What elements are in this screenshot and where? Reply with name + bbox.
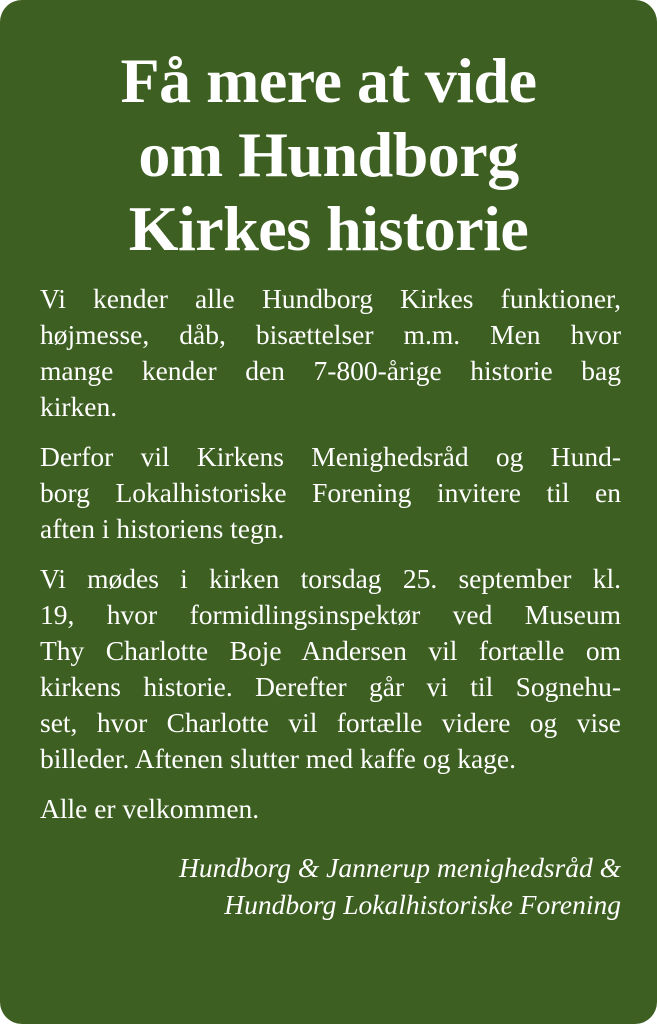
welcome-paragraph bbox=[40, 791, 621, 827]
invitation-paragraph bbox=[40, 439, 621, 547]
text-line: borg Lokalhistoriske Forening invitere til en bbox=[40, 477, 621, 508]
announcement-body bbox=[40, 281, 621, 923]
text-line: højmesse, dåb, bisættelser m.m. Men hvor bbox=[40, 319, 621, 350]
text-line: mange kender den 7-800-årige historie bag bbox=[40, 355, 621, 386]
text-line: kirken. bbox=[40, 391, 118, 422]
text-line: 19, hvor formidlingsinspektør ved Museum bbox=[40, 599, 621, 630]
text-line: Derfor vil Kirkens Menighedsråd og Hund- bbox=[40, 441, 621, 472]
signature bbox=[40, 849, 621, 923]
headline-line: Få mere at vide bbox=[120, 45, 537, 116]
headline bbox=[0, 44, 657, 266]
text-line: billeder. Aftenen slutter med kaffe og kage. bbox=[40, 743, 516, 774]
text-line: kirkens historie. Derefter går vi til Sognehu- bbox=[40, 671, 621, 702]
headline-line: om Hundborg bbox=[138, 119, 519, 190]
signature-line: Hundborg Lokalhistoriske Forening bbox=[224, 889, 621, 920]
event-details-paragraph bbox=[40, 561, 621, 777]
intro-paragraph bbox=[40, 281, 621, 425]
text-line: set, hvor Charlotte vil fortælle videre og vise bbox=[40, 707, 621, 738]
signature-line: Hundborg & Jannerup menighedsråd & bbox=[178, 852, 621, 883]
text-line: Vi mødes i kirken torsdag 25. september kl. bbox=[40, 563, 621, 594]
text-line: Thy Charlotte Boje Andersen vil fortælle om bbox=[40, 635, 621, 666]
text-line: Vi kender alle Hundborg Kirkes funktioner, bbox=[40, 283, 621, 314]
text-line: Alle er velkommen. bbox=[40, 793, 260, 824]
text-line: aften i historiens tegn. bbox=[40, 513, 285, 544]
headline-line: Kirkes historie bbox=[128, 193, 529, 264]
